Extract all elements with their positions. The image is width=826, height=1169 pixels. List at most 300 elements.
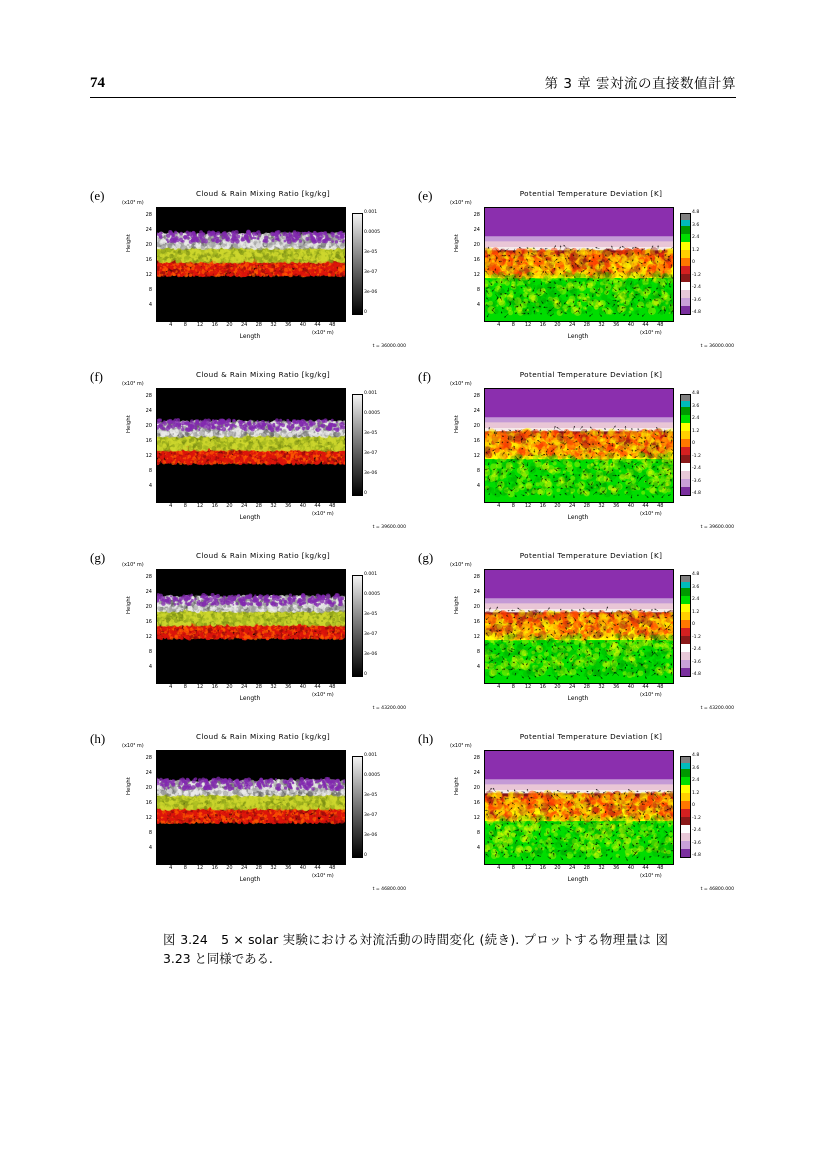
x-tick-label: 48 xyxy=(657,503,664,509)
colorbar-tick-label: 1.2 xyxy=(692,790,700,796)
x-tick-label: 4 xyxy=(497,865,501,871)
x-tick-label: 32 xyxy=(270,503,277,509)
colorbar-tick-label: 2.4 xyxy=(692,416,700,421)
x-tick-label: 40 xyxy=(299,322,307,328)
x-axis-unit: (x10⁴ m) xyxy=(312,692,334,698)
plot-canvas xyxy=(156,750,346,865)
y-axis-unit: (x10³ m) xyxy=(450,562,472,568)
mixing-ratio-field xyxy=(157,389,345,502)
x-tick-label: 12 xyxy=(524,503,532,509)
y-tick-label: 16 xyxy=(473,799,480,806)
colorbar-tick-label: 0.001 xyxy=(364,753,378,758)
mixing-ratio-colorbar xyxy=(352,394,363,496)
mixing-ratio-field xyxy=(157,751,345,864)
x-tick-label: 20 xyxy=(226,503,233,509)
panel-plot-area xyxy=(444,725,738,906)
y-axis-unit: (x10³ m) xyxy=(450,743,472,749)
x-tick-label: 24 xyxy=(240,684,248,690)
x-tick-label: 8 xyxy=(183,684,187,690)
mixing-ratio-colorbar xyxy=(352,213,363,315)
x-axis-label: Length xyxy=(239,695,261,702)
panel-plot-area xyxy=(116,725,410,906)
y-axis-unit: (x10³ m) xyxy=(122,743,144,749)
colorbar-tick-label: 1.2 xyxy=(692,247,700,253)
theta-deviation-colorbar xyxy=(680,756,691,858)
y-tick-label: 4 xyxy=(148,482,152,489)
y-tick-label: 16 xyxy=(145,256,152,263)
y-axis-label: Height xyxy=(126,596,132,614)
x-tick-label: 40 xyxy=(627,865,635,871)
colorbar-tick-label: -2.4 xyxy=(692,466,701,471)
x-axis-label: Length xyxy=(239,333,261,340)
plot-canvas xyxy=(484,388,674,503)
x-tick-label: 32 xyxy=(598,865,605,871)
y-tick-label: 12 xyxy=(473,271,480,278)
x-axis-unit: (x10⁴ m) xyxy=(640,511,662,517)
x-tick-label: 20 xyxy=(554,503,561,509)
x-tick-label: 4 xyxy=(497,322,501,328)
colorbar-tick-label: 0 xyxy=(364,672,367,677)
figure-panel-f-theta xyxy=(416,363,738,544)
colorbar-tick-label: 0 xyxy=(364,853,367,858)
panel-plot-area xyxy=(116,544,410,725)
y-tick-label: 4 xyxy=(148,663,152,670)
time-stamp: t = 43200.000 xyxy=(372,706,406,711)
y-tick-label: 24 xyxy=(145,588,152,595)
theta-deviation-colorbar xyxy=(680,394,691,496)
x-tick-label: 20 xyxy=(554,865,561,871)
y-tick-label: 28 xyxy=(473,211,480,218)
x-tick-label: 8 xyxy=(183,322,187,328)
figure-row xyxy=(88,363,738,544)
colorbar-tick-label: 1.2 xyxy=(692,609,700,615)
y-axis-label: Height xyxy=(454,596,460,614)
y-tick-label: 28 xyxy=(145,573,152,580)
x-tick-label: 16 xyxy=(211,684,218,690)
colorbar-tick-label: 0 xyxy=(692,803,695,808)
y-tick-label: 24 xyxy=(473,407,480,414)
y-tick-label: 8 xyxy=(148,648,152,655)
page-header xyxy=(90,72,736,98)
x-axis-unit: (x10⁴ m) xyxy=(640,330,662,336)
x-tick-label: 20 xyxy=(226,322,233,328)
colorbar-tick-label: 3e-05 xyxy=(364,250,378,255)
y-axis-unit: (x10³ m) xyxy=(122,381,144,387)
theta-deviation-field xyxy=(485,208,673,321)
x-tick-label: 28 xyxy=(255,503,262,509)
colorbar-tick-label: -4.8 xyxy=(692,672,701,677)
x-tick-label: 44 xyxy=(642,684,649,690)
plot-title: Potential Temperature Deviation [K] xyxy=(519,732,663,741)
x-tick-label: 44 xyxy=(314,503,321,509)
time-stamp: t = 39600.000 xyxy=(700,525,734,530)
x-tick-label: 20 xyxy=(226,684,233,690)
x-axis-unit: (x10⁴ m) xyxy=(312,330,334,336)
x-tick-label: 16 xyxy=(539,503,546,509)
plot-canvas xyxy=(156,207,346,322)
y-tick-label: 4 xyxy=(476,663,480,670)
colorbar-tick-label: 2.4 xyxy=(692,778,700,783)
x-tick-label: 36 xyxy=(613,503,620,509)
y-axis-label: Height xyxy=(454,234,460,252)
x-tick-label: 16 xyxy=(539,865,546,871)
colorbar-tick-label: 3.6 xyxy=(692,403,700,409)
panel-plot-area xyxy=(444,544,738,725)
x-tick-label: 8 xyxy=(511,684,515,690)
colorbar-tick-label: -1.2 xyxy=(692,634,701,640)
y-tick-label: 24 xyxy=(473,226,480,233)
figure-panel-f-mixing xyxy=(88,363,410,544)
x-tick-label: 12 xyxy=(196,503,204,509)
x-tick-label: 32 xyxy=(270,322,277,328)
x-tick-label: 48 xyxy=(657,684,664,690)
plot-title: Cloud & Rain Mixing Ratio [kg/kg] xyxy=(195,370,331,379)
y-tick-label: 28 xyxy=(473,392,480,399)
colorbar-tick-label: 4.8 xyxy=(692,572,700,577)
colorbar-tick-label: -1.2 xyxy=(692,272,701,278)
colorbar-tick-label: 0.001 xyxy=(364,391,378,396)
x-axis-label: Length xyxy=(567,695,589,702)
colorbar-tick-label: 0 xyxy=(364,310,367,315)
y-tick-label: 24 xyxy=(145,226,152,233)
y-tick-label: 4 xyxy=(148,301,152,308)
x-tick-label: 8 xyxy=(511,503,515,509)
figure-caption: 図 3.24 5 × solar 実験における対流活動の時間変化 (続き). プロットする物理量は 図 3.23 と同様である. xyxy=(163,932,668,967)
plot-canvas xyxy=(484,207,674,322)
y-tick-label: 28 xyxy=(145,392,152,399)
colorbar-tick-label: 0.001 xyxy=(364,572,378,577)
x-tick-label: 36 xyxy=(613,684,620,690)
colorbar-tick-label: -1.2 xyxy=(692,453,701,459)
x-tick-label: 36 xyxy=(285,684,292,690)
x-tick-label: 40 xyxy=(627,503,635,509)
x-tick-label: 24 xyxy=(568,684,576,690)
colorbar-tick-label: 3.6 xyxy=(692,584,700,590)
figure-row xyxy=(88,544,738,725)
y-tick-label: 20 xyxy=(145,784,152,791)
x-tick-label: 32 xyxy=(598,322,605,328)
plot-title: Cloud & Rain Mixing Ratio [kg/kg] xyxy=(195,551,331,560)
colorbar-tick-label: -2.4 xyxy=(692,647,701,652)
colorbar-tick-label: 2.4 xyxy=(692,597,700,602)
x-tick-label: 40 xyxy=(299,865,307,871)
y-tick-label: 24 xyxy=(145,769,152,776)
y-tick-label: 12 xyxy=(145,271,152,278)
x-tick-label: 8 xyxy=(511,865,515,871)
y-tick-label: 16 xyxy=(473,256,480,263)
colorbar-tick-label: 3e-07 xyxy=(364,632,378,637)
x-tick-label: 4 xyxy=(497,684,501,690)
panel-letter: (h) xyxy=(90,731,106,746)
y-tick-label: 8 xyxy=(476,286,480,293)
colorbar-tick-label: 3e-05 xyxy=(364,431,378,436)
y-axis-label: Height xyxy=(126,777,132,795)
colorbar-tick-label: 3e-07 xyxy=(364,813,378,818)
y-tick-label: 16 xyxy=(145,618,152,625)
mixing-ratio-field xyxy=(157,570,345,683)
y-tick-label: 16 xyxy=(473,618,480,625)
plot-canvas xyxy=(156,569,346,684)
time-stamp: t = 46800.000 xyxy=(372,887,406,892)
colorbar-tick-label: 3e-05 xyxy=(364,793,378,798)
x-axis-label: Length xyxy=(567,514,589,521)
y-axis-unit: (x10³ m) xyxy=(450,381,472,387)
y-tick-label: 20 xyxy=(473,422,480,429)
y-tick-label: 8 xyxy=(148,467,152,474)
x-tick-label: 8 xyxy=(183,865,187,871)
x-tick-label: 20 xyxy=(554,684,561,690)
figure-row xyxy=(88,182,738,363)
panel-plot-area xyxy=(444,182,738,363)
colorbar-tick-label: -3.6 xyxy=(692,478,701,484)
x-tick-label: 12 xyxy=(196,684,204,690)
x-tick-label: 32 xyxy=(598,684,605,690)
y-axis-label: Height xyxy=(126,234,132,252)
x-tick-label: 48 xyxy=(657,322,664,328)
x-tick-label: 44 xyxy=(314,684,321,690)
colorbar-tick-label: -3.6 xyxy=(692,659,701,665)
x-tick-label: 12 xyxy=(196,322,204,328)
figure-row xyxy=(88,725,738,906)
x-axis-unit: (x10⁴ m) xyxy=(640,692,662,698)
colorbar-tick-label: 3.6 xyxy=(692,765,700,771)
panel-plot-area xyxy=(116,363,410,544)
x-axis-label: Length xyxy=(567,333,589,340)
colorbar-tick-label: 0 xyxy=(692,622,695,627)
x-tick-label: 36 xyxy=(613,322,620,328)
y-axis-label: Height xyxy=(454,777,460,795)
colorbar-tick-label: 0 xyxy=(692,260,695,265)
colorbar-tick-label: 3e-07 xyxy=(364,451,378,456)
x-tick-label: 16 xyxy=(211,322,218,328)
y-tick-label: 20 xyxy=(145,422,152,429)
mixing-ratio-colorbar xyxy=(352,575,363,677)
x-axis-label: Length xyxy=(239,876,261,883)
panel-letter: (e) xyxy=(90,188,105,203)
x-tick-label: 24 xyxy=(568,503,576,509)
x-tick-label: 44 xyxy=(642,865,649,871)
y-tick-label: 8 xyxy=(476,829,480,836)
x-tick-label: 24 xyxy=(240,503,248,509)
panel-letter: (g) xyxy=(418,550,434,565)
x-tick-label: 40 xyxy=(627,684,635,690)
x-tick-label: 40 xyxy=(299,503,307,509)
y-tick-label: 12 xyxy=(473,814,480,821)
colorbar-tick-label: 3e-05 xyxy=(364,612,378,617)
x-axis-unit: (x10⁴ m) xyxy=(312,511,334,517)
time-stamp: t = 36000.000 xyxy=(700,344,734,349)
x-axis-unit: (x10⁴ m) xyxy=(640,873,662,879)
y-tick-label: 8 xyxy=(148,829,152,836)
colorbar-tick-label: 4.8 xyxy=(692,210,700,215)
y-tick-label: 20 xyxy=(145,603,152,610)
x-tick-label: 48 xyxy=(329,503,336,509)
x-tick-label: 40 xyxy=(299,684,307,690)
x-tick-label: 12 xyxy=(196,865,204,871)
colorbar-tick-label: 3e-06 xyxy=(364,652,378,657)
x-tick-label: 4 xyxy=(169,684,173,690)
colorbar-tick-label: 4.8 xyxy=(692,391,700,396)
panel-plot-area xyxy=(116,182,410,363)
x-axis-label: Length xyxy=(567,876,589,883)
colorbar-tick-label: -4.8 xyxy=(692,491,701,496)
theta-deviation-field xyxy=(485,751,673,864)
colorbar-tick-label: 0.0005 xyxy=(364,411,381,416)
x-tick-label: 48 xyxy=(329,322,336,328)
colorbar-tick-label: -1.2 xyxy=(692,815,701,821)
y-tick-label: 20 xyxy=(473,241,480,248)
colorbar-tick-label: 3e-06 xyxy=(364,290,378,295)
y-tick-label: 28 xyxy=(473,754,480,761)
colorbar-tick-label: -2.4 xyxy=(692,828,701,833)
x-tick-label: 28 xyxy=(255,322,262,328)
x-tick-label: 28 xyxy=(255,865,262,871)
colorbar-tick-label: -2.4 xyxy=(692,285,701,290)
colorbar-tick-label: 3.6 xyxy=(692,222,700,228)
x-tick-label: 16 xyxy=(211,865,218,871)
x-tick-label: 44 xyxy=(314,865,321,871)
plot-title: Cloud & Rain Mixing Ratio [kg/kg] xyxy=(195,189,331,198)
x-tick-label: 28 xyxy=(583,503,590,509)
y-tick-label: 4 xyxy=(148,844,152,851)
colorbar-tick-label: 2.4 xyxy=(692,235,700,240)
x-tick-label: 28 xyxy=(583,865,590,871)
y-axis-unit: (x10³ m) xyxy=(122,562,144,568)
x-tick-label: 28 xyxy=(255,684,262,690)
y-tick-label: 24 xyxy=(473,588,480,595)
x-tick-label: 20 xyxy=(554,322,561,328)
x-tick-label: 12 xyxy=(524,322,532,328)
x-tick-label: 32 xyxy=(270,865,277,871)
y-tick-label: 12 xyxy=(145,633,152,640)
x-tick-label: 44 xyxy=(642,322,649,328)
y-tick-label: 8 xyxy=(476,648,480,655)
colorbar-tick-label: 3e-07 xyxy=(364,270,378,275)
y-tick-label: 4 xyxy=(476,482,480,489)
x-tick-label: 32 xyxy=(598,503,605,509)
x-tick-label: 8 xyxy=(183,503,187,509)
panel-letter: (f) xyxy=(418,369,431,384)
x-tick-label: 4 xyxy=(169,503,173,509)
panel-plot-area xyxy=(444,363,738,544)
colorbar-tick-label: -3.6 xyxy=(692,840,701,846)
x-tick-label: 16 xyxy=(539,322,546,328)
time-stamp: t = 43200.000 xyxy=(700,706,734,711)
figure-panel-g-mixing xyxy=(88,544,410,725)
x-tick-label: 12 xyxy=(524,865,532,871)
x-tick-label: 8 xyxy=(511,322,515,328)
y-tick-label: 16 xyxy=(473,437,480,444)
plot-canvas xyxy=(156,388,346,503)
colorbar-tick-label: 0.0005 xyxy=(364,592,381,597)
y-tick-label: 28 xyxy=(145,211,152,218)
x-axis-unit: (x10⁴ m) xyxy=(312,873,334,879)
y-tick-label: 4 xyxy=(476,301,480,308)
time-stamp: t = 39600.000 xyxy=(372,525,406,530)
y-tick-label: 28 xyxy=(145,754,152,761)
page-number: 74 xyxy=(90,75,105,91)
x-tick-label: 44 xyxy=(314,322,321,328)
y-tick-label: 8 xyxy=(148,286,152,293)
x-tick-label: 24 xyxy=(568,322,576,328)
x-tick-label: 24 xyxy=(568,865,576,871)
x-tick-label: 24 xyxy=(240,322,248,328)
x-tick-label: 24 xyxy=(240,865,248,871)
y-tick-label: 12 xyxy=(145,452,152,459)
x-tick-label: 16 xyxy=(539,684,546,690)
x-tick-label: 12 xyxy=(524,684,532,690)
figure-panel-e-theta xyxy=(416,182,738,363)
x-tick-label: 48 xyxy=(657,865,664,871)
plot-canvas xyxy=(484,569,674,684)
x-tick-label: 36 xyxy=(285,503,292,509)
figure-panel-h-theta xyxy=(416,725,738,906)
colorbar-tick-label: 0 xyxy=(692,441,695,446)
colorbar-tick-label: -3.6 xyxy=(692,297,701,303)
y-tick-label: 20 xyxy=(473,603,480,610)
plot-canvas xyxy=(484,750,674,865)
time-stamp: t = 36000.000 xyxy=(372,344,406,349)
x-tick-label: 36 xyxy=(613,865,620,871)
figure-panel-g-theta xyxy=(416,544,738,725)
x-tick-label: 48 xyxy=(329,684,336,690)
y-axis-label: Height xyxy=(126,415,132,433)
y-tick-label: 12 xyxy=(473,452,480,459)
colorbar-tick-label: 1.2 xyxy=(692,428,700,434)
figure-panel-h-mixing xyxy=(88,725,410,906)
x-tick-label: 28 xyxy=(583,684,590,690)
mixing-ratio-colorbar xyxy=(352,756,363,858)
y-tick-label: 16 xyxy=(145,799,152,806)
x-axis-label: Length xyxy=(239,514,261,521)
y-tick-label: 24 xyxy=(145,407,152,414)
colorbar-tick-label: 0.0005 xyxy=(364,230,381,235)
x-tick-label: 44 xyxy=(642,503,649,509)
colorbar-tick-label: 0 xyxy=(364,491,367,496)
x-tick-label: 40 xyxy=(627,322,635,328)
x-tick-label: 20 xyxy=(226,865,233,871)
colorbar-tick-label: 3e-06 xyxy=(364,833,378,838)
plot-title: Potential Temperature Deviation [K] xyxy=(519,189,663,198)
chapter-title: 第 3 章 雲対流の直接数値計算 xyxy=(544,76,736,92)
x-tick-label: 4 xyxy=(169,322,173,328)
colorbar-tick-label: 3e-06 xyxy=(364,471,378,476)
x-tick-label: 32 xyxy=(270,684,277,690)
x-tick-label: 36 xyxy=(285,865,292,871)
x-tick-label: 16 xyxy=(211,503,218,509)
x-tick-label: 4 xyxy=(497,503,501,509)
colorbar-tick-label: -4.8 xyxy=(692,853,701,858)
y-tick-label: 12 xyxy=(473,633,480,640)
x-tick-label: 48 xyxy=(329,865,336,871)
x-tick-label: 28 xyxy=(583,322,590,328)
colorbar-tick-label: 0.0005 xyxy=(364,773,381,778)
y-tick-label: 16 xyxy=(145,437,152,444)
theta-deviation-field xyxy=(485,389,673,502)
y-tick-label: 12 xyxy=(145,814,152,821)
y-axis-unit: (x10³ m) xyxy=(122,200,144,206)
colorbar-tick-label: -4.8 xyxy=(692,310,701,315)
y-tick-label: 24 xyxy=(473,769,480,776)
panel-letter: (f) xyxy=(90,369,103,384)
y-tick-label: 20 xyxy=(473,784,480,791)
plot-title: Potential Temperature Deviation [K] xyxy=(519,370,663,379)
panel-letter: (h) xyxy=(418,731,434,746)
mixing-ratio-field xyxy=(157,208,345,321)
theta-deviation-colorbar xyxy=(680,575,691,677)
panel-letter: (e) xyxy=(418,188,433,203)
plot-title: Cloud & Rain Mixing Ratio [kg/kg] xyxy=(195,732,331,741)
